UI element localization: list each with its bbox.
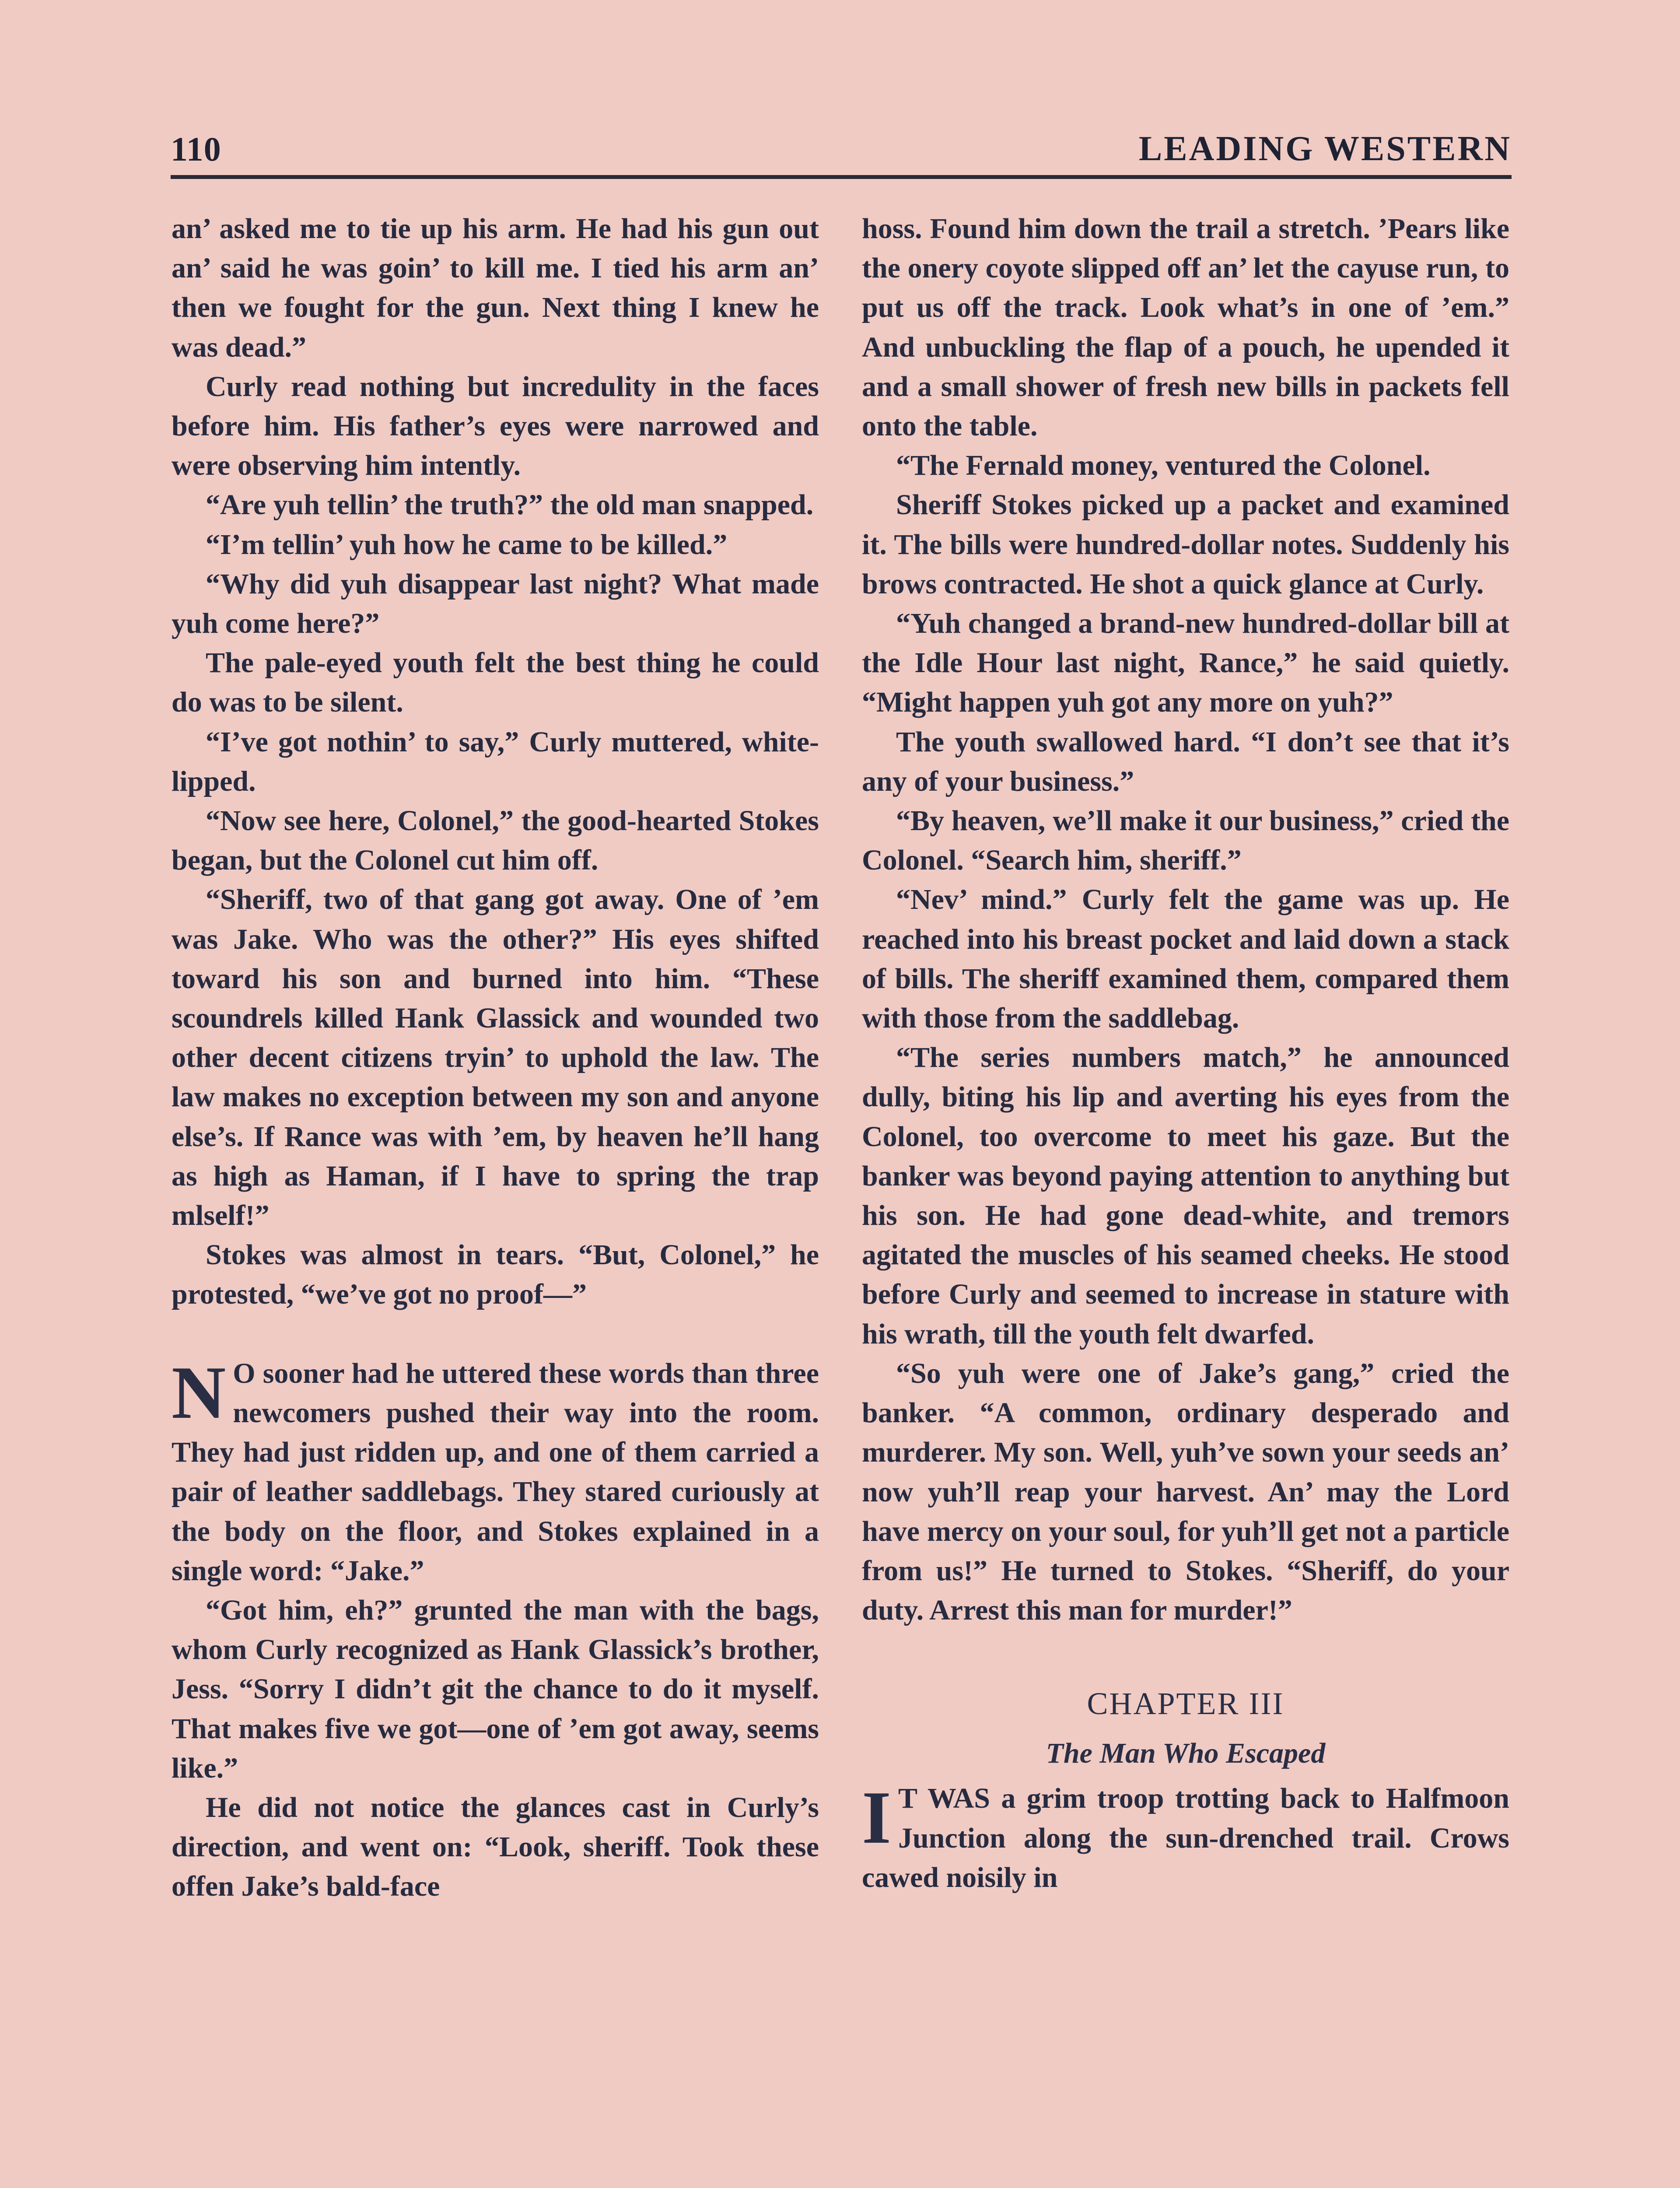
paragraph: “I’m tellin’ yuh how he came to be killed.” bbox=[206, 528, 728, 561]
paragraph: Stokes was almost in tears. “But, Colonel,” he protested, “we’ve got no proof—” bbox=[172, 1239, 819, 1311]
page-number: 110 bbox=[171, 130, 221, 168]
section-opening-paragraph bbox=[172, 1351, 819, 1591]
paragraph: “Yuh changed a brand-new hundred-dollar bill at the Idle Hour last night, Rance,” he said quietly. “Might happen yuh got any more on yuh?” bbox=[862, 607, 1509, 719]
chapter-heading: CHAPTER III bbox=[1087, 1686, 1284, 1722]
paragraph: The youth swallowed hard. “I don’t see that it’s any of your business.” bbox=[862, 726, 1509, 797]
paragraph: “I’ve got nothin’ to say,” Curly muttered, white-lipped. bbox=[172, 726, 819, 797]
paragraph: “Got him, eh?” grunted the man with the bags, whom Curly recognized as Hank Glassick’s brother, Jess. “Sorry I didn’t git the chance to do it myself. That makes five we got—one of ’em got away, seems like.” bbox=[172, 1594, 819, 1784]
paragraph-text: T WAS a grim troop trotting back to Halfmoon Junction along the sun-drenched trail. Crows cawed noisily in bbox=[862, 1782, 1509, 1893]
right-column bbox=[862, 209, 1509, 1897]
paragraph: hoss. Found him down the trail a stretch. ’Pears like the onery coyote slipped off an’ let the cayuse run, to put us off the track. Look what’s in one of ’em.” And unbuckling the flap of a pouch, he upended it and a small shower of fresh new bills in packets fell onto the table. bbox=[862, 213, 1509, 442]
paragraph: “By heaven, we’ll make it our business,” cried the Colonel. “Search him, sheriff.” bbox=[862, 805, 1509, 877]
paragraph: “Are yuh tellin’ the truth?” the old man snapped. bbox=[206, 489, 814, 521]
paragraph: Sheriff Stokes picked up a packet and examined it. The bills were hundred-dollar notes. Suddenly his brows contracted. He shot a quick glance at Curly. bbox=[862, 489, 1509, 600]
paragraph: “Now see here, Colonel,” the good-hearted Stokes began, but the Colonel cut him off. bbox=[172, 805, 819, 877]
paragraph: “Sheriff, two of that gang got away. One of ’em was Jake. Who was the other?” His eyes shifted toward his son and burned into him. “These scoundrels killed Hank Glassick and wounded two other decent citizens tryin’ to uphold the law. The law makes no exception between my son and anyone else’s. If Rance was with ’em, by heaven he’ll hang as high as Haman, if I have to spring the trap mlself!” bbox=[172, 884, 819, 1232]
paragraph: “Nev’ mind.” Curly felt the game was up. He reached into his breast pocket and laid down a stack of bills. The sheriff examined them, compared them with those from the saddlebag. bbox=[862, 884, 1509, 1034]
paragraph: an’ asked me to tie up his arm. He had his gun out an’ said he was goin’ to kill me. I tied his arm an’ then we fought for the gun. Next thing I knew he was dead.” bbox=[172, 213, 819, 363]
section-break bbox=[172, 1315, 819, 1354]
paragraph: “Why did yuh disappear last night? What made yuh come here?” bbox=[172, 568, 819, 640]
paragraph: The pale-eyed youth felt the best thing he could do was to be silent. bbox=[172, 647, 819, 719]
chapter-opening-paragraph bbox=[862, 1776, 1509, 1897]
paragraph: Curly read nothing but incredulity in the faces before him. His father’s eyes were narrowed and were observing him intently. bbox=[172, 370, 819, 482]
paragraph: “The Fernald money, ventured the Colonel. bbox=[896, 449, 1431, 482]
drop-cap: I bbox=[862, 1776, 891, 1860]
chapter-subtitle: The Man Who Escaped bbox=[1046, 1737, 1326, 1770]
paragraph: He did not notice the glances cast in Curly’s direction, and went on: “Look, sheriff. Took these offen Jake’s bald-face bbox=[172, 1791, 819, 1903]
left-column bbox=[172, 209, 819, 1907]
paragraph: “So yuh were one of Jake’s gang,” cried the banker. “A common, ordinary desperado and murderer. My son. Well, yuh’ve sown your seeds an’ now yuh’ll reap your harvest. An’ may the Lord have mercy on your soul, for yuh’ll get not a particle from us!” He turned to Stokes. “Sheriff, do your duty. Arrest this man for murder!” bbox=[862, 1357, 1509, 1627]
page-header bbox=[171, 114, 1512, 179]
drop-cap: N bbox=[172, 1351, 226, 1434]
paragraph: “The series numbers match,” he announced dully, biting his lip and averting his eyes from the Colonel, too overcome to meet his gaze. But the banker was beyond paying attention to anything but his son. He had gone dead-white, and tremors agitated the muscles of his seamed cheeks. He stood before Curly and seemed to increase in stature with his wrath, till the youth felt dwarfed. bbox=[862, 1041, 1509, 1350]
running-head: LEADING WESTERN bbox=[1138, 130, 1512, 168]
paragraph-text: O sooner had he uttered these words than three newcomers pushed their way into the room. They had just ridden up, and one of them carried a pair of leather saddlebags. They stared curiously at the body on the floor, and Stokes explained in a single word: “Jake.” bbox=[172, 1357, 819, 1587]
